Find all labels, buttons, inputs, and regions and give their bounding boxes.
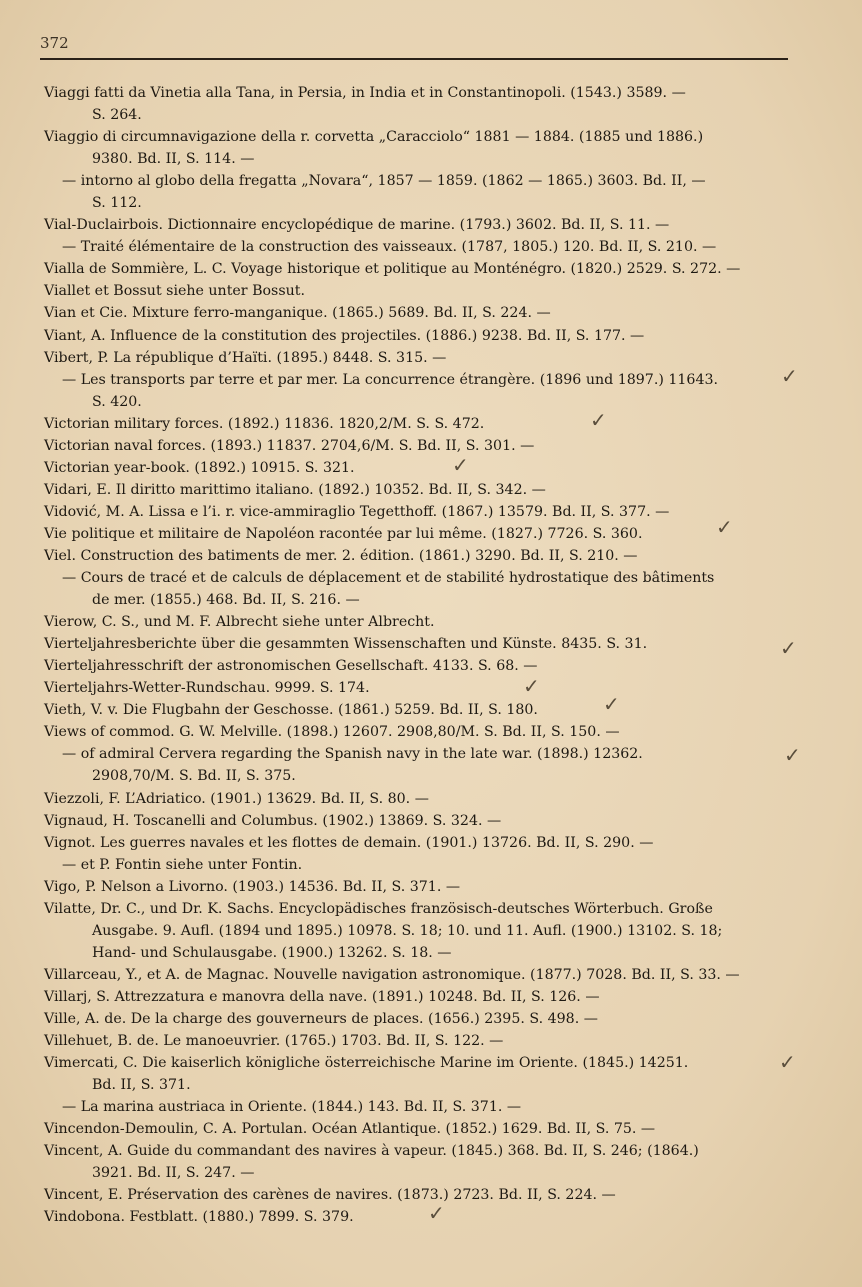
- check-mark-icon: ✓: [452, 453, 469, 477]
- catalog-entry: [44, 1008, 798, 1030]
- entry-line: Victorian military forces. (1892.) 11836. 1820,2/M. S. S. 472.: [44, 415, 485, 432]
- catalog-entry: [44, 655, 798, 677]
- catalog-entry: [44, 236, 798, 258]
- catalog-entry: [44, 214, 798, 236]
- catalog-entry: [44, 633, 798, 655]
- entry-line: S. 112.: [92, 195, 142, 212]
- entry-line: Vidari, E. Il diritto marittimo italiano. (1892.) 10352. Bd. II, S. 342. —: [44, 481, 546, 498]
- entry-line: Vincendon-Demoulin, C. A. Portulan. Océan Atlantique. (1852.) 1629. Bd. II, S. 75. —: [44, 1121, 656, 1138]
- catalog-entry: [44, 721, 798, 743]
- catalog-entry: [44, 479, 798, 501]
- catalog-entry: [44, 876, 798, 898]
- entry-line: Vie politique et militaire de Napoléon racontée par lui même. (1827.) 7726. S. 360.: [44, 525, 643, 542]
- catalog-entry: [44, 325, 798, 347]
- entry-line: Vilatte, Dr. C., und Dr. K. Sachs. Encyclopädisches französisch-deutsches Wörterbuch. Große: [44, 900, 713, 917]
- catalog-entry: [44, 964, 798, 986]
- catalog-entry: [44, 170, 798, 214]
- catalog-entry: [44, 369, 798, 413]
- entry-line: — et P. Fontin siehe unter Fontin.: [62, 856, 303, 873]
- entry-line: Viaggi fatti da Vinetia alla Tana, in Persia, in India et in Constantinopoli. (1543.) 3589. —: [44, 85, 686, 101]
- entry-line: — Traité élémentaire de la construction des vaisseaux. (1787, 1805.) 120. Bd. II, S. 210. —: [62, 239, 717, 256]
- check-mark-icon: ✓: [716, 515, 733, 539]
- catalog-entry: [44, 1052, 798, 1096]
- entry-line: 3921. Bd. II, S. 247. —: [92, 1165, 255, 1182]
- entry-line: Vimercati, C. Die kaiserlich königliche österreichische Marine im Oriente. (1845.) 14251.: [44, 1055, 689, 1072]
- catalog-entry: [44, 1096, 798, 1118]
- entry-line: — Cours de tracé et de calculs de déplacement et de stabilité hydrostatique des bâtiments: [62, 570, 715, 587]
- entry-line: Vialla de Sommière, L. C. Voyage historique et politique au Monténégro. (1820.) 2529. S. 272. —: [44, 261, 741, 278]
- entry-line: Bd. II, S. 371.: [92, 1077, 191, 1094]
- catalog-entry: [44, 788, 798, 810]
- catalog-entry: [44, 1184, 798, 1206]
- check-mark-icon: ✓: [428, 1201, 445, 1225]
- entry-line: Villarceau, Y., et A. de Magnac. Nouvelle navigation astronomique. (1877.) 7028. Bd. II, S. 33. —: [44, 966, 740, 983]
- entry-line: S. 264.: [92, 107, 142, 124]
- entry-line: Vidović, M. A. Lissa e l’i. r. vice-ammiraglio Tegetthoff. (1867.) 13579. Bd. II, S. 377. —: [44, 503, 670, 520]
- catalog-entries: [44, 82, 798, 1228]
- entry-line: Vierteljahresberichte über die gesammten Wissenschaften und Künste. 8435. S. 31.: [44, 636, 648, 653]
- entry-line: Hand- und Schulausgabe. (1900.) 13262. S. 18. —: [92, 944, 452, 961]
- entry-line: — Les transports par terre et par mer. La concurrence étrangère. (1896 und 1897.) 11643.: [62, 371, 719, 388]
- entry-line: S. 420.: [92, 393, 142, 410]
- catalog-entry: [44, 898, 798, 964]
- catalog-entry: [44, 611, 798, 633]
- check-mark-icon: ✓: [603, 692, 620, 716]
- page-number: 372: [40, 34, 69, 52]
- check-mark-icon: ✓: [784, 743, 801, 767]
- entry-line: Vial-Duclairbois. Dictionnaire encyclopédique de marine. (1793.) 3602. Bd. II, S. 11. —: [44, 217, 670, 234]
- entry-line: Viezzoli, F. L’Adriatico. (1901.) 13629. Bd. II, S. 80. —: [44, 790, 429, 807]
- check-mark-icon: ✓: [523, 674, 540, 698]
- entry-line: Vignaud, H. Toscanelli and Columbus. (1902.) 13869. S. 324. —: [44, 812, 502, 829]
- catalog-entry: [44, 545, 798, 567]
- catalog-entry: [44, 986, 798, 1008]
- check-mark-icon: ✓: [781, 364, 798, 388]
- catalog-entry: [44, 302, 798, 324]
- catalog-entry: [44, 674, 798, 699]
- catalog-entry: [44, 854, 798, 876]
- entry-line: 2908,70/M. S. Bd. II, S. 375.: [92, 768, 296, 785]
- catalog-entry: [44, 258, 798, 280]
- catalog-entry: [44, 413, 798, 435]
- entry-line: — of admiral Cervera regarding the Spanish navy in the late war. (1898.) 12362.: [62, 746, 643, 763]
- entry-line: Vigo, P. Nelson a Livorno. (1903.) 14536. Bd. II, S. 371. —: [44, 878, 461, 895]
- entry-line: Vierow, C. S., und M. F. Albrecht siehe unter Albrecht.: [44, 614, 435, 631]
- entry-line: Vian et Cie. Mixture ferro-manganique. (1865.) 5689. Bd. II, S. 224. —: [44, 305, 551, 322]
- entry-line: Vincent, A. Guide du commandant des navires à vapeur. (1845.) 368. Bd. II, S. 246; (1864.): [44, 1143, 699, 1160]
- entry-line: 9380. Bd. II, S. 114. —: [92, 151, 255, 168]
- entry-line: Vindobona. Festblatt. (1880.) 7899. S. 379.: [44, 1209, 354, 1226]
- check-mark-icon: ✓: [779, 1050, 796, 1074]
- catalog-entry: [44, 810, 798, 832]
- header-rule: [40, 58, 788, 60]
- catalog-entry: [44, 832, 798, 854]
- catalog-entry: [44, 699, 798, 721]
- catalog-entry: [44, 743, 798, 787]
- catalog-entry: [44, 501, 798, 523]
- entry-line: Vincent, E. Préservation des carènes de navires. (1873.) 2723. Bd. II, S. 224. —: [44, 1187, 616, 1204]
- catalog-entry: [44, 1030, 798, 1052]
- catalog-entry: [44, 1118, 798, 1140]
- entry-line: Vibert, P. La république d’Haïti. (1895.) 8448. S. 315. —: [44, 349, 447, 366]
- check-mark-icon: ✓: [780, 636, 797, 660]
- entry-line: Vierteljahresschrift der astronomischen Gesellschaft. 4133. S. 68. —: [44, 658, 538, 675]
- entry-line: Vieth, V. v. Die Flugbahn der Geschosse. (1861.) 5259. Bd. II, S. 180.: [44, 702, 538, 719]
- entry-line: Viel. Construction des batiments de mer. 2. édition. (1861.) 3290. Bd. II, S. 210. —: [44, 547, 638, 564]
- entry-line: Victorian year-book. (1892.) 10915. S. 321.: [44, 459, 355, 476]
- catalog-entry: [44, 567, 798, 611]
- entry-line: — intorno al globo della fregatta „Novara“, 1857 — 1859. (1862 — 1865.) 3603. Bd. II, —: [62, 173, 706, 190]
- entry-line: Vignot. Les guerres navales et les flottes de demain. (1901.) 13726. Bd. II, S. 290. —: [44, 834, 654, 851]
- entry-line: Ausgabe. 9. Aufl. (1894 und 1895.) 10978. S. 18; 10. und 11. Aufl. (1900.) 13102. S. 18;: [92, 922, 723, 939]
- catalog-entry: [44, 1206, 798, 1228]
- catalog-entry: [44, 523, 798, 545]
- entry-line: de mer. (1855.) 468. Bd. II, S. 216. —: [92, 592, 360, 609]
- entry-line: Vierteljahrs-Wetter-Rundschau. 9999. S. 174.: [44, 680, 370, 697]
- catalog-entry: [44, 347, 798, 369]
- entry-line: Viallet et Bossut siehe unter Bossut.: [44, 283, 305, 300]
- catalog-entry: [44, 280, 798, 302]
- entry-line: Viant, A. Influence de la constitution des projectiles. (1886.) 9238. Bd. II, S. 177. —: [44, 327, 645, 344]
- catalog-entry: [44, 435, 798, 457]
- check-mark-icon: ✓: [590, 408, 607, 432]
- catalog-entry: [44, 453, 798, 479]
- catalog-entry: [44, 126, 798, 170]
- entry-line: Victorian naval forces. (1893.) 11837. 2704,6/M. S. Bd. II, S. 301. —: [44, 437, 535, 454]
- catalog-entry: [44, 1140, 798, 1184]
- entry-line: Ville, A. de. De la charge des gouverneurs de places. (1656.) 2395. S. 498. —: [44, 1010, 598, 1027]
- entry-line: Views of commod. G. W. Melville. (1898.) 12607. 2908,80/M. S. Bd. II, S. 150. —: [44, 724, 620, 741]
- entry-line: Villehuet, B. de. Le manoeuvrier. (1765.) 1703. Bd. II, S. 122. —: [44, 1033, 504, 1050]
- entry-line: Villarj, S. Attrezzatura e manovra della nave. (1891.) 10248. Bd. II, S. 126. —: [44, 988, 600, 1005]
- entry-line: Viaggio di circumnavigazione della r. corvetta „Caracciolo“ 1881 — 1884. (1885 und 1886.): [44, 129, 704, 146]
- entry-line: — La marina austriaca in Oriente. (1844.) 143. Bd. II, S. 371. —: [62, 1099, 522, 1116]
- catalog-entry: [44, 82, 798, 126]
